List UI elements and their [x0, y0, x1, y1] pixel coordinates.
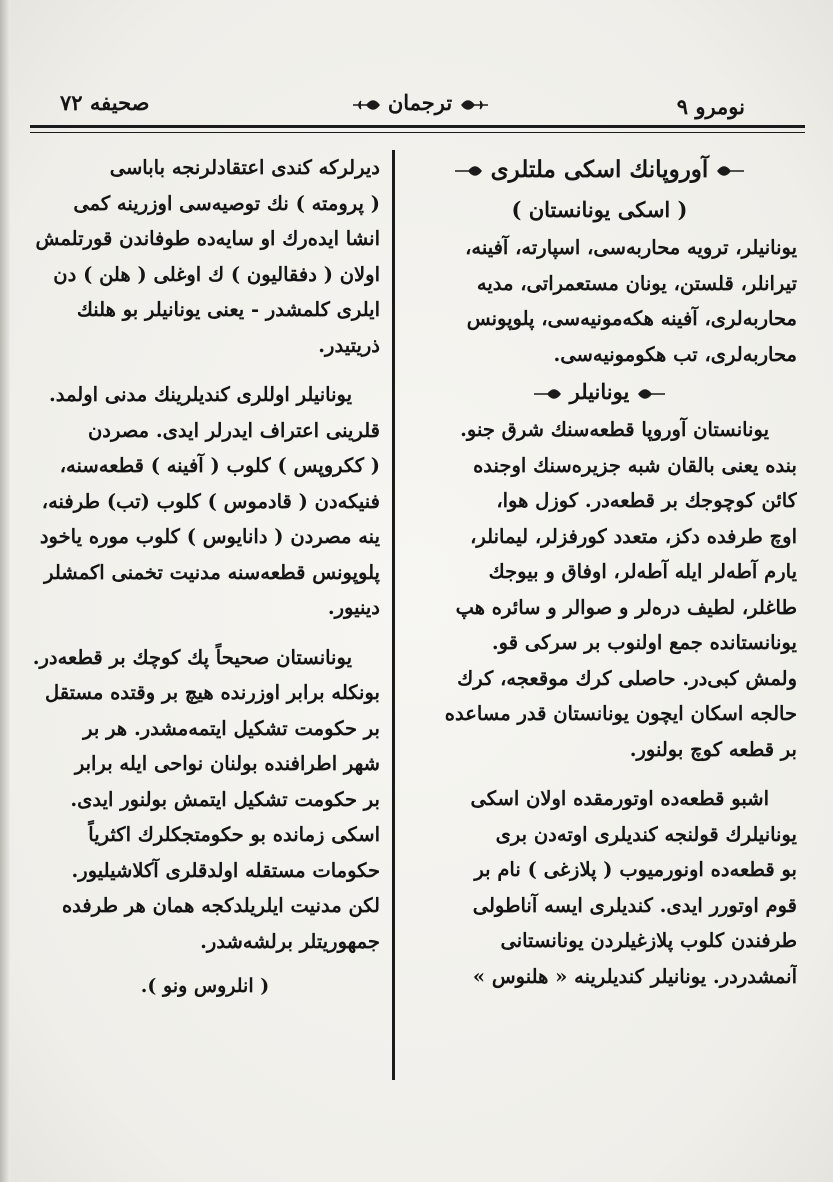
author-signature: ( انلروس ونو ).: [140, 975, 270, 997]
body-paragraph: [30, 150, 380, 363]
issue-number: نومرو ۹: [676, 94, 745, 119]
text-line: حكومات مستقله اولدقلرى آكلاشيليور.: [71, 858, 380, 882]
text-line: بنده يعنى بالقان شبه جزيره‌سنك اوجنده: [473, 453, 797, 477]
text-line: بونكله برابر اوزرنده هيچ بر وقتده مستقل: [44, 681, 380, 704]
text-line: يونانيلرك قولنجه كنديلرى اوته‌دن برى: [495, 822, 797, 846]
text-line: كائن كوچوجك بر قطعه‌در. كوزل هوا،: [496, 489, 797, 512]
text-line: بو قطعه‌ده اونورميوب ( پلازغى ) نام بر: [474, 858, 797, 881]
text-line: ( ككروپس ) كلوب ( آفينه ) قطعه‌سنه،: [59, 454, 380, 477]
body-paragraph: [402, 781, 797, 994]
summary-paragraph: [402, 230, 797, 372]
text-line: پلوپونس قطعه‌سنه مدنيت تخمنى اكمشلر: [44, 560, 380, 584]
right-column: [402, 150, 797, 994]
ornament-icon: [637, 385, 667, 403]
text-line: اشبو قطعه‌ده اوتورمقده اولان اسكى: [470, 787, 769, 810]
text-line: ايلرى كلمشدر - يعنى يونانيلر بو هلنك: [76, 298, 380, 321]
ornament-icon: [460, 96, 490, 114]
column-divider: [392, 150, 395, 1080]
section-heading: [402, 372, 797, 412]
page-number: صحیفه ۷۲: [60, 90, 150, 115]
ornament-icon: [453, 162, 483, 180]
text-line: ديرلركه كندى اعتقادلرنجه باباسى: [109, 156, 380, 179]
left-column: [30, 150, 380, 1005]
text-line: حالجه اسكان ايچون يونانستان قدر مساعده: [444, 702, 797, 725]
text-line: ( پرومته ) نك توصيه‌سى اوزرينه كمى: [73, 191, 380, 215]
text-line: فنيكه‌دن ( قادموس ) كلوب (تب) طرفنه،: [41, 489, 380, 513]
text-line: لكن مدنيت ايلريلدكجه همان هر طرفده: [61, 894, 380, 917]
header-rule: [30, 125, 805, 128]
text-line: محاربه‌لرى، آفينه هكه‌مونيه‌سى، پلوپونس: [466, 307, 797, 330]
text-line: بر حكومت تشكيل ايتمش بولنور ايدى.: [70, 787, 380, 811]
text-line: شهر اطرافنده بولنان نواحى ايله برابر: [74, 752, 380, 775]
text-line: ذريتيدر.: [318, 333, 380, 357]
header-rule-thin: [30, 132, 805, 133]
text-line: اولان ( دفقاليون ) ك اوغلى ( هلن ) دن: [53, 262, 380, 286]
text-line: بر حكومت تشكيل ايتمه‌مشدر. هر بر: [83, 716, 380, 740]
text-line: انشا ايده‌رك او سايه‌ده طوفاندن قورتلمش: [35, 227, 380, 250]
body-paragraph: [30, 377, 380, 626]
page-edge: [0, 0, 10, 1182]
masthead: [330, 90, 510, 115]
text-line: ينه مصردن ( دانايوس ) كلوب موره ياخود: [39, 525, 380, 548]
body-paragraph: [30, 640, 380, 960]
text-line: اسكى زمانده بو حكومتجكلرك اكثرياً: [88, 823, 380, 846]
text-line: طاغلر، لطيف دره‌لر و صوالر و سائره هپ: [455, 595, 797, 619]
body-paragraph: [402, 412, 797, 767]
text-line: يونانستانده جمع اولنوب بر سركى قو.: [491, 631, 797, 654]
article-title: [402, 150, 797, 190]
text-line: قلرينى اعتراف ايدرلر ايدى. مصردن: [87, 418, 380, 442]
text-line: يونانستان آوروپا قطعه‌سنك شرق جنو.: [460, 418, 769, 441]
text-line: آنمشدردر. يونانيلر كنديلرينه « هلنوس »: [472, 964, 797, 988]
ornament-icon: [716, 162, 746, 180]
text-line: يارم آطه‌لر ايله آطه‌لر، اوفاق و بيوجك: [488, 560, 797, 583]
ornament-icon: [351, 96, 381, 114]
text-line: محاربه‌لرى، تب هكومونيه‌سى.: [553, 342, 797, 366]
page-header: [30, 90, 805, 126]
ornament-icon: [532, 385, 562, 403]
text-line: اوچ طرفده دكز، متعدد كورفزلر، ليمانلر،: [470, 524, 797, 548]
text-line: جمهوريتلر برلشه‌شدر.: [200, 929, 380, 953]
article-subtitle: ( اسكى يونانستان ): [511, 197, 688, 222]
masthead-title: ترجمان: [387, 90, 453, 115]
text-line: ولمش كبى‌در. حاصلى كرك موقعجه، كرك: [457, 666, 797, 690]
text-line: قوم اوتورر ايدى. كنديلرى ايسه آناطولى: [472, 893, 797, 917]
text-line: تيرانلر، قلستن، يونان مستعمراتى، مديه: [476, 271, 797, 295]
text-line: طرفندن كلوب پلازغيلردن يونانستانى: [500, 929, 797, 952]
section-heading-text: يونانيلر: [569, 379, 630, 404]
text-line: دينيور.: [327, 596, 380, 619]
text-line: يونانستان صحيحاً پك كوچك بر قطعه‌در.: [32, 645, 352, 669]
text-line: يونانيلر اوللرى كنديلرينك مدنى اولمد.: [48, 383, 352, 406]
text-line: بر قطعه كوچ بولنور.: [629, 737, 797, 761]
article-title-text: آوروپانك اسكى ملتلرى: [490, 156, 709, 183]
text-line: يونانيلر، ترويه محاربه‌سى، اسپارته، آفينه،: [465, 236, 797, 259]
